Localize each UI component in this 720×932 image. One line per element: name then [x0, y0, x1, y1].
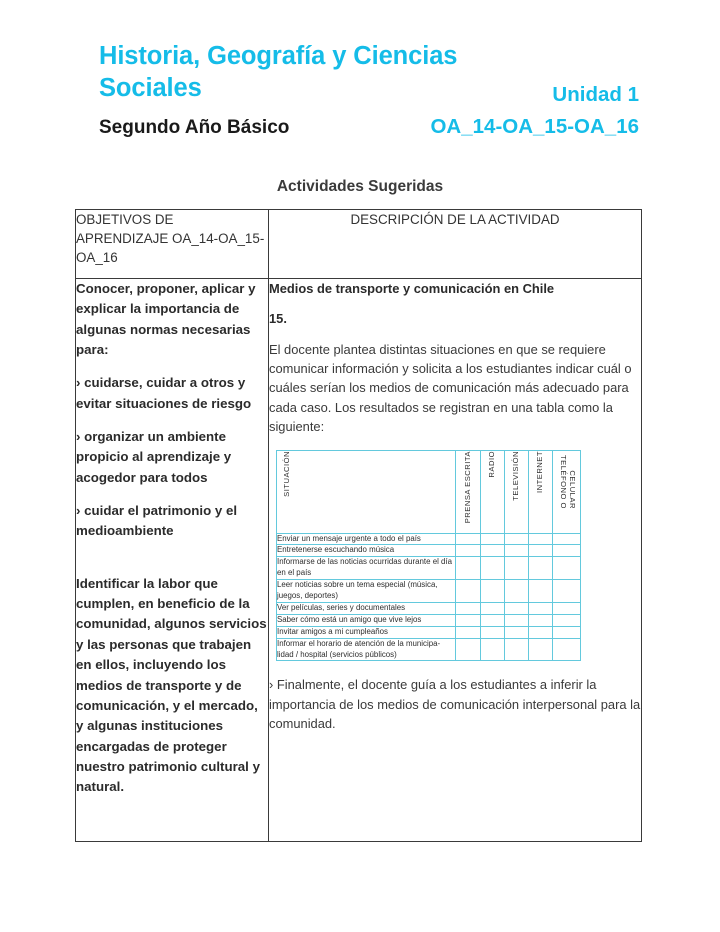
worksheet-checkbox-cell[interactable] — [505, 638, 529, 661]
worksheet-checkbox-cell[interactable] — [553, 614, 581, 626]
worksheet-checkbox-cell[interactable] — [505, 533, 529, 545]
worksheet-col-prensa-escrita — [456, 450, 481, 533]
worksheet-checkbox-cell[interactable] — [456, 545, 481, 557]
worksheet-header-row — [277, 450, 581, 533]
worksheet-row-label: Leer noticias sobre un tema especial (música, juegos, deportes) — [277, 580, 456, 603]
worksheet-checkbox-cell[interactable] — [456, 557, 481, 580]
worksheet-checkbox-cell[interactable] — [553, 626, 581, 638]
worksheet-col-telefono-celular-label — [558, 451, 576, 509]
worksheet-table — [276, 450, 581, 662]
worksheet-row — [277, 638, 581, 661]
worksheet-row-label: Ver películas, series y documentales — [277, 602, 456, 614]
worksheet-checkbox-cell[interactable] — [456, 533, 481, 545]
worksheet-col-radio — [481, 450, 505, 533]
description-cell — [269, 279, 642, 842]
grade-label: Segundo Año Básico — [99, 117, 290, 138]
worksheet-checkbox-cell[interactable] — [529, 545, 553, 557]
worksheet-col-television — [505, 450, 529, 533]
worksheet-col-internet — [529, 450, 553, 533]
activity-heading: Medios de transporte y comunicación en Chile — [269, 281, 555, 296]
worksheet-row — [277, 533, 581, 545]
worksheet-row-label: Invitar amigos a mi cumpleaños — [277, 626, 456, 638]
worksheet-checkbox-cell[interactable] — [481, 580, 505, 603]
activities-table — [75, 209, 642, 842]
worksheet-checkbox-cell[interactable] — [481, 614, 505, 626]
worksheet-checkbox-cell[interactable] — [481, 545, 505, 557]
worksheet-checkbox-cell[interactable] — [505, 602, 529, 614]
worksheet-col-situacion — [277, 450, 456, 533]
worksheet-checkbox-cell[interactable] — [529, 626, 553, 638]
worksheet-checkbox-cell[interactable] — [529, 557, 553, 580]
table-row — [76, 279, 642, 842]
worksheet-row-label: Entretenerse escuchando música — [277, 545, 456, 557]
activity-number: 15. — [269, 311, 287, 327]
objective-paragraph-4: › cuidar el patrimonio y el medioambiente — [76, 503, 238, 539]
worksheet-checkbox-cell[interactable] — [456, 614, 481, 626]
worksheet-col-radio-label: RADIO — [487, 450, 497, 478]
worksheet-row — [277, 557, 581, 580]
worksheet-checkbox-cell[interactable] — [553, 602, 581, 614]
section-title: Actividades Sugeridas — [276, 178, 444, 195]
document-header — [99, 40, 639, 145]
worksheet-checkbox-cell[interactable] — [553, 545, 581, 557]
worksheet-checkbox-cell[interactable] — [529, 533, 553, 545]
worksheet-col-situacion-label: SITUACIÓN — [282, 450, 291, 497]
worksheet-checkbox-cell[interactable] — [481, 557, 505, 580]
objective-paragraph-3: › organizar un ambiente propicio al aprendizaje y acogedor para todos — [76, 429, 232, 485]
activity-closing: › Finalmente, el docente guía a los estudiantes a inferir la importancia de los medios de comunicación interpersonal para la comunidad. — [269, 677, 641, 732]
worksheet-checkbox-cell[interactable] — [553, 580, 581, 603]
worksheet-checkbox-cell[interactable] — [553, 638, 581, 661]
activity-intro: El docente plantea distintas situaciones en que se requiere comunicar información y solicita a los estudiantes indicar cuál o cuáles serían los medios de comunicación más adecuado para cada caso. Los resultados se registran en una tabla como la siguiente: — [269, 341, 632, 435]
worksheet-row-label: Enviar un mensaje urgente a todo el país — [277, 533, 456, 545]
worksheet-checkbox-cell[interactable] — [553, 557, 581, 580]
worksheet-col-telefono-celular — [553, 450, 581, 533]
worksheet-checkbox-cell[interactable] — [481, 533, 505, 545]
worksheet-checkbox-cell[interactable] — [505, 545, 529, 557]
column-header-description: DESCRIPCIÓN DE LA ACTIVIDAD — [269, 210, 642, 279]
worksheet-checkbox-cell[interactable] — [456, 626, 481, 638]
oa-codes-label: OA_14-OA_15-OA_16 — [430, 115, 639, 138]
worksheet-checkbox-cell[interactable] — [553, 533, 581, 545]
worksheet-checkbox-cell[interactable] — [481, 602, 505, 614]
worksheet-checkbox-cell[interactable] — [481, 626, 505, 638]
worksheet-checkbox-cell[interactable] — [505, 557, 529, 580]
worksheet-row-label: Saber cómo está un amigo que vive lejos — [277, 614, 456, 626]
worksheet-checkbox-cell[interactable] — [529, 638, 553, 661]
worksheet-col-television-label: TELEVISIÓN — [511, 450, 521, 501]
worksheet-row — [277, 602, 581, 614]
worksheet-checkbox-cell[interactable] — [529, 614, 553, 626]
worksheet-row — [277, 626, 581, 638]
worksheet-checkbox-cell[interactable] — [505, 626, 529, 638]
worksheet-col-internet-label: INTERNET — [535, 450, 545, 493]
column-header-objectives: OBJETIVOS DE APRENDIZAJE OA_14-OA_15-OA_16 — [76, 210, 269, 279]
worksheet-checkbox-cell[interactable] — [505, 614, 529, 626]
telefono-line-2: CELULAR — [567, 469, 577, 509]
objective-paragraph-1: Conocer, proponer, aplicar y explicar la importancia de algunas normas necesarias para: — [76, 281, 256, 358]
subject-title: Historia, Geografía y Ciencias Sociales — [99, 42, 458, 103]
objective-paragraph-2: › cuidarse, cuidar a otros y evitar situaciones de riesgo — [76, 375, 252, 411]
worksheet-table-wrapper — [276, 450, 579, 662]
worksheet-row-label: Informar el horario de atención de la municipa-lidad / hospital (servicios públicos) — [277, 638, 456, 661]
worksheet-checkbox-cell[interactable] — [505, 580, 529, 603]
unit-label: Unidad 1 — [552, 83, 639, 106]
telefono-line-1: TELÉFONO O — [558, 454, 568, 509]
worksheet-checkbox-cell[interactable] — [456, 602, 481, 614]
worksheet-checkbox-cell[interactable] — [529, 602, 553, 614]
worksheet-checkbox-cell[interactable] — [529, 580, 553, 603]
objective-paragraph-5: Identificar la labor que cumplen, en beneficio de la comunidad, algunos servicios y las personas que trabajen en ellos, incluyendo los medios de transporte y de comunicación, y el mercado, y algunas instituciones encargadas de proteger nuestro patrimonio cultural y natural. — [76, 575, 267, 795]
worksheet-row — [277, 545, 581, 557]
worksheet-row-label: Informarse de las noticias ocurridas durante el día en el país — [277, 557, 456, 580]
objectives-cell — [76, 279, 269, 842]
worksheet-row — [277, 614, 581, 626]
worksheet-checkbox-cell[interactable] — [456, 580, 481, 603]
worksheet-checkbox-cell[interactable] — [456, 638, 481, 661]
table-header-row — [76, 210, 642, 279]
worksheet-col-prensa-escrita-label: PRENSA ESCRITA — [462, 450, 472, 523]
worksheet-checkbox-cell[interactable] — [481, 638, 505, 661]
worksheet-row — [277, 580, 581, 603]
